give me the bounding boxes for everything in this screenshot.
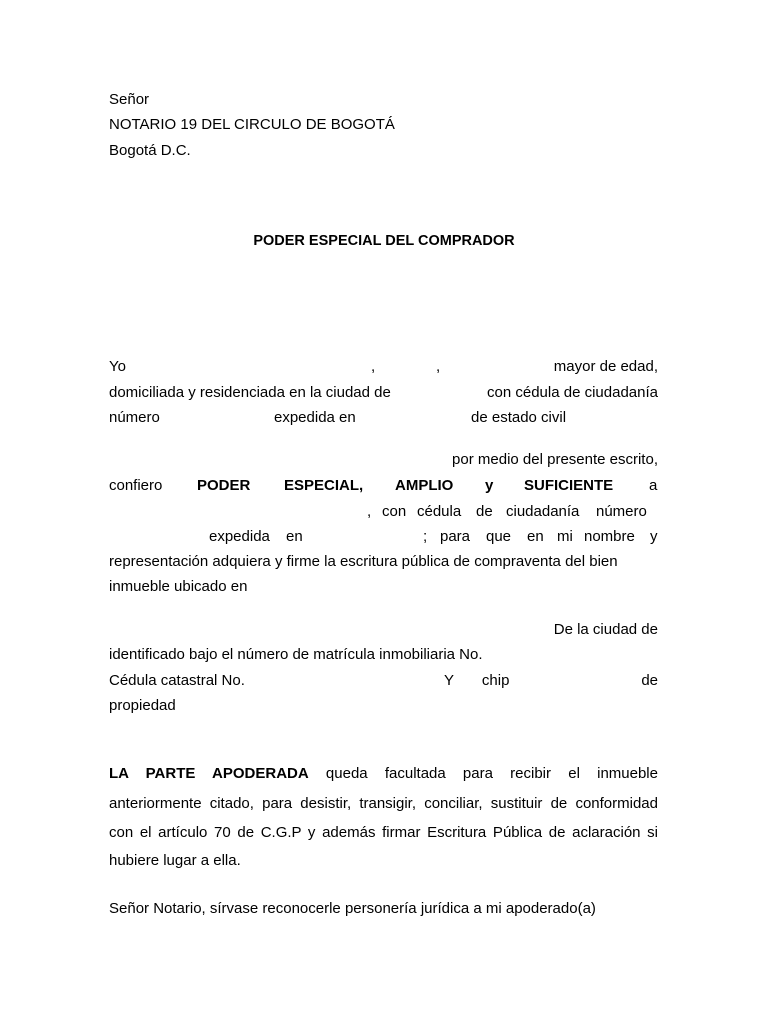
p2-con: con: [382, 503, 407, 520]
p3-chip: Y chip: [444, 672, 510, 689]
p2-confiero: confiero: [109, 477, 163, 494]
p4-parte-apoderada: LA PARTE APODERADA: [109, 765, 309, 782]
addressee-city: Bogotá D.C.: [109, 142, 191, 159]
p2-poder: PODER: [197, 477, 251, 494]
addressee-salutation: Señor: [109, 91, 150, 108]
addressee-notary: NOTARIO 19 DEL CIRCULO DE BOGOTÁ: [109, 116, 395, 133]
p1-mayor-de-edad: mayor de edad,: [553, 358, 658, 375]
p2-en-2: en: [527, 528, 544, 545]
p4-line-2: anteriormente citado, para desistir, transigir, conciliar, sustituir de conformidad: [109, 795, 658, 812]
p1-estado-civil: de estado civil: [471, 409, 567, 426]
p2-ciudadania: ciudadanía: [506, 503, 580, 520]
p4-line-1-rest: queda facultada para recibir el inmueble: [325, 765, 658, 782]
p1-comma-1: ,: [371, 358, 376, 375]
p2-amplio: AMPLIO: [395, 477, 454, 494]
p4-line-1: [109, 765, 658, 783]
p3-de-la-ciudad: De la ciudad de: [553, 621, 658, 638]
p2-semicolon: ;: [423, 528, 428, 545]
p2-mi: mi: [557, 528, 573, 545]
p1-comma-2: ,: [436, 358, 441, 375]
p2-presente-escrito: por medio del presente escrito,: [452, 451, 658, 468]
p2-inmueble-ubicado: inmueble ubicado en: [109, 578, 248, 595]
p1-yo: Yo: [109, 358, 126, 375]
document-title: PODER ESPECIAL DEL COMPRADOR: [253, 233, 515, 249]
p4-line-4: hubiere lugar a ella.: [109, 852, 241, 869]
p2-de: de: [476, 503, 493, 520]
p1-numero: número: [109, 409, 160, 426]
p2-comma: ,: [367, 503, 372, 520]
p2-suficiente: SUFICIENTE: [524, 477, 614, 494]
p3-de: de: [641, 672, 658, 689]
p1-expedida: expedida en: [274, 409, 356, 426]
p2-en: en: [286, 528, 303, 545]
p3-matricula: identificado bajo el número de matrícula inmobiliaria No.: [109, 646, 483, 663]
p2-a: a: [649, 477, 658, 494]
p2-expedida: expedida: [209, 528, 270, 545]
p2-y-2: y: [650, 528, 658, 545]
p1-cedula: con cédula de ciudadanía: [487, 384, 658, 401]
p4-line-3: con el artículo 70 de C.G.P y además firmar Escritura Pública de aclaración si: [109, 824, 658, 841]
p2-representacion: representación adquiera y firme la escritura pública de compraventa del bien: [109, 553, 618, 570]
p3-propiedad: propiedad: [109, 697, 176, 714]
p3-cedula-catastral: Cédula catastral No.: [109, 672, 245, 689]
p2-cedula: cédula: [417, 503, 462, 520]
p2-especial: ESPECIAL,: [284, 477, 364, 494]
p2-para: para: [440, 528, 471, 545]
p2-y: y: [485, 477, 494, 494]
p2-numero: número: [596, 503, 647, 520]
p1-domicilio: domiciliada y residenciada en la ciudad de: [109, 384, 391, 401]
p2-que: que: [486, 528, 512, 545]
p5-line-1: Señor Notario, sírvase reconocerle personería jurídica a mi apoderado(a): [109, 900, 596, 917]
p2-nombre: nombre: [584, 528, 635, 545]
